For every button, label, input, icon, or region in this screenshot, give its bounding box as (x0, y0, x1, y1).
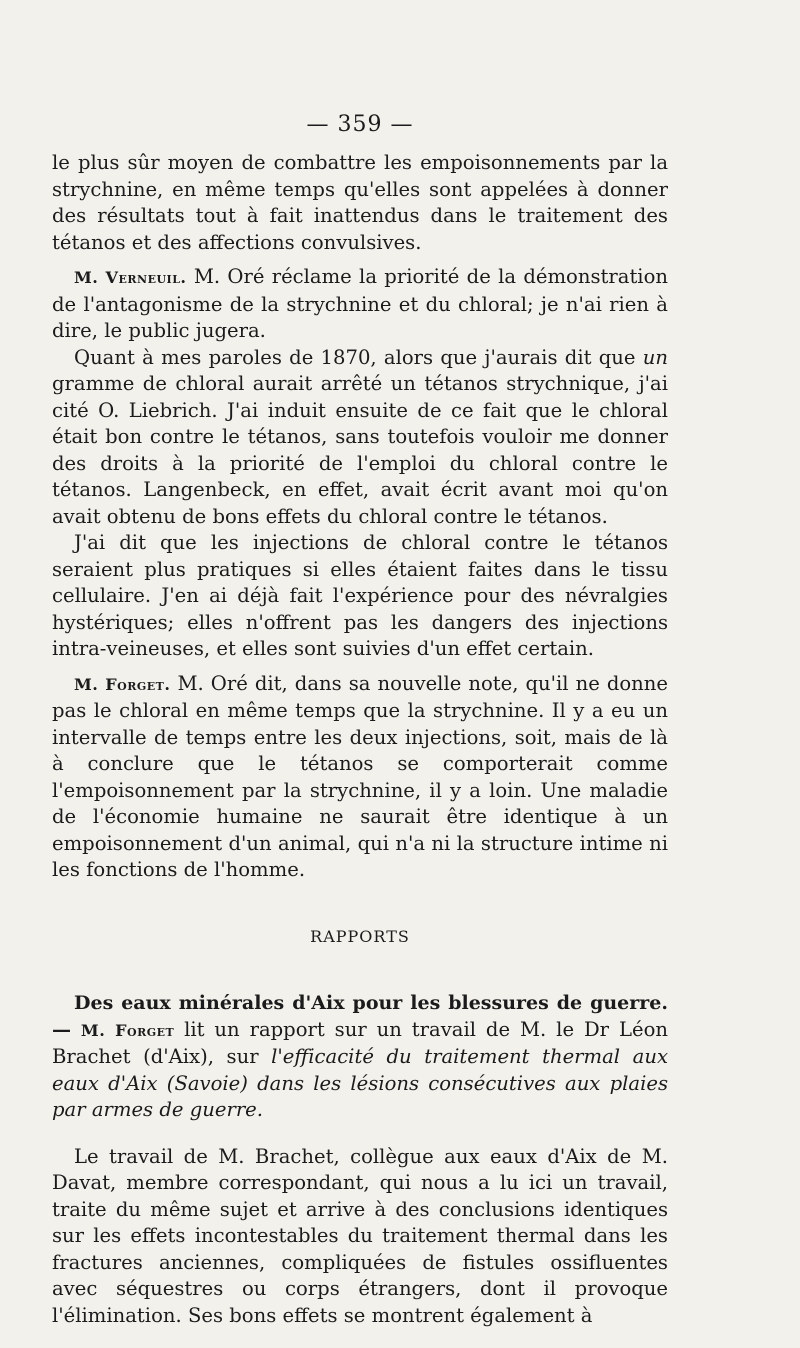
page-body (52, 150, 668, 1329)
speaker-verneuil: M. Verneuil. (74, 268, 187, 287)
paragraph-brachet: Le travail de M. Brachet, collègue aux eaux d'Aix de M. Davat, membre correspondant, qui nous a lu ici un travail, traite du même sujet et arrive à des conclusions identiques sur les effets incontestables du traitement thermal dans les fractures anciennes, compliquées de fistules ossifluentes avec séquestres ou corps étrangers, dont il provoque l'élimination. Ses bons effets se montrent également à (52, 1144, 668, 1327)
paragraph-injections: J'ai dit que les injections de chloral contre le tétanos seraient plus pratiques si elles étaient faites dans le tissu cellulaire. J'en ai déjà fait l'expérience pour des névralgies hystériques; elles n'offrent pas les dangers des injections intra-veineuses, et elles sont suivies d'un effet certain. (52, 531, 668, 660)
article-subject: l'efficacité du traitement thermal aux eaux d'Aix (Savoie) dans les lésions consécutives aux plaies par armes de guerre. (52, 1045, 668, 1121)
paragraph-verneuil (52, 264, 668, 345)
paragraph-quant (52, 345, 668, 531)
speaker-forget: M. Forget. (74, 674, 171, 694)
forget-text: M. Oré dit, dans sa nouvelle note, qu'il ne donne pas le chloral en même temps que la strychnine. Il y a eu un intervalle de temps entre les deux injections, soit, mais de là à conclure que le tétanos se comporterait comme l'empoisonnement par la strychnine, il y a loin. Une maladie de l'économie humaine ne saurait être identique à un empoisonnement d'un animal, qui n'a ni la structure intime ni les fonctions de l'homme. (52, 671, 668, 881)
quant-text-a: Quant à mes paroles de 1870, alors que j'aurais dit que (74, 345, 643, 369)
article-speaker: M. Forget (80, 1020, 175, 1040)
article-title: Des eaux minérales d'Aix pour les blessures de guerre.— (52, 992, 668, 1041)
paragraph-continuation: le plus sûr moyen de combattre les empoisonnements par la strychnine, en même temps qu'elles sont appelées à donner des résultats tout à fait inattendus dans le traitement des tétanos et des affections convulsives. (52, 151, 668, 254)
quant-em: un (642, 345, 668, 369)
quant-text-b: gramme de chloral aurait arrêté un tétanos strychnique, j'ai cité O. Liebrich. J'ai induit ensuite de ce fait que le chloral était bon contre le tétanos, sans toutefois vouloir me donner des droits à la priorité de l'emploi du chloral contre le tétanos. Langenbeck, en effet, avait écrit avant moi qu'on avait obtenu de bons effets du chloral contre le tétanos. (52, 372, 668, 528)
paragraph-forget (52, 671, 668, 884)
article-text: lit un rapport sur un travail de M. le Dr Léon Brachet (d'Aix), sur (52, 1017, 668, 1068)
article-rapport (52, 990, 668, 1124)
page-number: — 359 — (306, 112, 414, 137)
verneuil-text: M. Oré réclame la priorité de la démonstration de l'antagonisme de la strychnine et du chloral; je n'ai rien à dire, le public jugera. (52, 265, 668, 342)
section-heading: RAPPORTS (310, 926, 410, 946)
